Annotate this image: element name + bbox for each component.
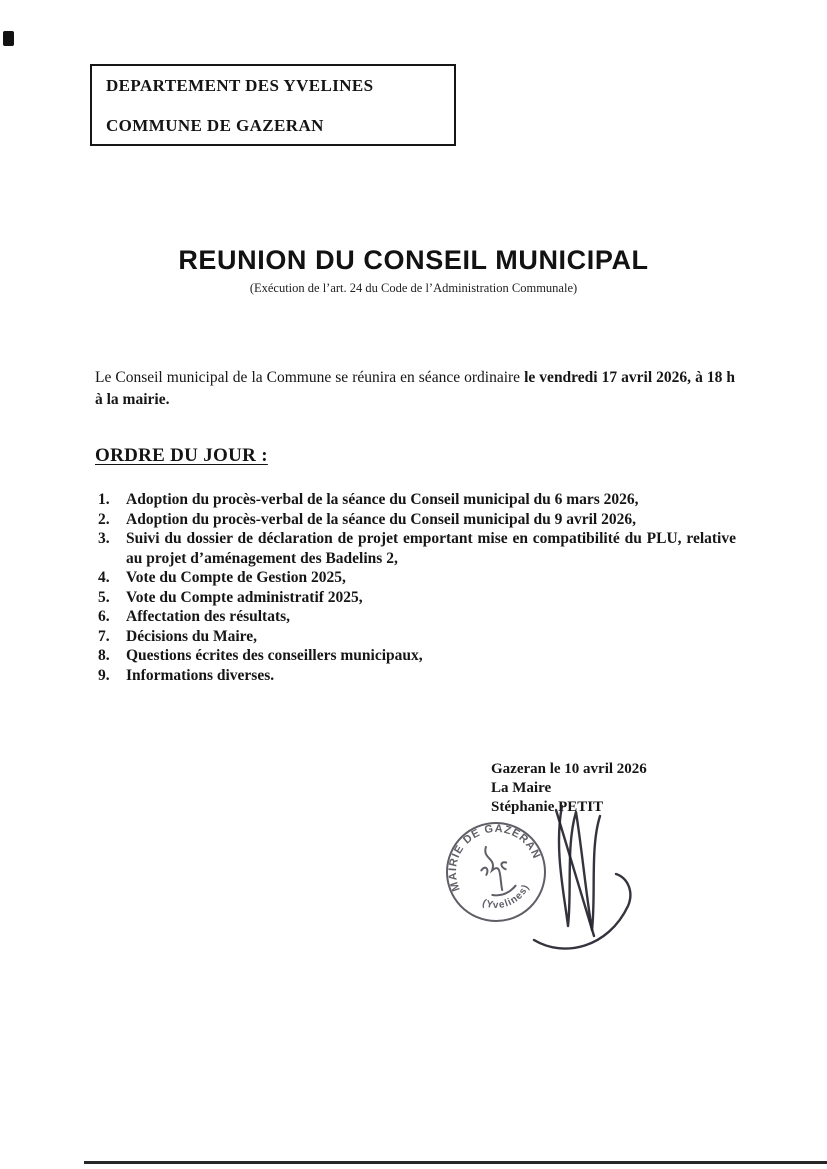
agenda-item bbox=[98, 529, 736, 568]
agenda-item-text: Questions écrites des conseillers municipaux, bbox=[126, 647, 423, 664]
agenda-item bbox=[98, 627, 736, 647]
scan-artifact-mark bbox=[3, 31, 14, 46]
stamp-top-text: MAIRIE DE GAZERAN bbox=[446, 822, 543, 893]
agenda-item-number: 9. bbox=[98, 666, 110, 684]
agenda-item bbox=[98, 568, 736, 588]
title-block bbox=[0, 245, 827, 296]
agenda-item-text: Adoption du procès-verbal de la séance du Conseil municipal du 9 avril 2026, bbox=[126, 510, 636, 528]
document-title: REUNION DU CONSEIL MUNICIPAL bbox=[178, 245, 649, 275]
agenda-item bbox=[98, 510, 736, 530]
agenda-item-text: Suivi du dossier de déclaration de projet emportant mise en compatibilité du PLU, relative au projet d’aménagement des Badelins 2, bbox=[126, 530, 736, 567]
stamp-emblem-icon bbox=[474, 842, 517, 899]
agenda-item-text: Vote du Compte de Gestion 2025, bbox=[126, 569, 346, 586]
handwritten-signature-icon bbox=[520, 798, 650, 958]
agenda-item-number: 4. bbox=[98, 569, 110, 586]
agenda-item-text: Informations diverses. bbox=[126, 666, 275, 684]
signature-name: Stéphanie PETIT bbox=[491, 799, 604, 815]
agenda-item-number: 5. bbox=[98, 588, 110, 606]
agenda-item bbox=[98, 490, 736, 510]
agenda-item-text: Affectation des résultats, bbox=[126, 608, 291, 625]
intro-paragraph bbox=[95, 367, 735, 411]
agenda-list bbox=[98, 490, 736, 685]
document-subtitle: (Exécution de l’art. 24 du Code de l’Administration Communale) bbox=[249, 281, 578, 295]
signature-place-date: Gazeran le 10 avril 2026 bbox=[491, 761, 647, 777]
commune-name: COMMUNE DE GAZERAN bbox=[106, 116, 324, 135]
agenda-item-text: Vote du Compte administratif 2025, bbox=[126, 588, 363, 606]
agenda-item-number: 2. bbox=[98, 510, 110, 528]
agenda-item-number: 6. bbox=[98, 608, 110, 625]
header-box bbox=[90, 64, 456, 146]
agenda-item-number: 7. bbox=[98, 627, 110, 645]
department-name: DEPARTEMENT DES YVELINES bbox=[106, 76, 374, 95]
agenda-item bbox=[98, 588, 736, 608]
agenda-item-text: Décisions du Maire, bbox=[126, 627, 258, 645]
intro-text: Le Conseil municipal de la Commune se réunira en séance ordinaire bbox=[95, 369, 525, 386]
intro-date-bold: le vendredi 17 avril 2026, à 18 h à la mairie. bbox=[95, 369, 735, 408]
agenda-item bbox=[98, 666, 736, 686]
agenda-item-number: 8. bbox=[98, 647, 110, 664]
signature-role: La Maire bbox=[491, 780, 552, 796]
agenda-heading: ORDRE DU JOUR : bbox=[95, 445, 268, 466]
agenda-item-text: Adoption du procès-verbal de la séance du Conseil municipal du 6 mars 2026, bbox=[126, 491, 639, 508]
agenda-item bbox=[98, 646, 736, 666]
scan-artifact-line bbox=[84, 1161, 827, 1164]
agenda-item bbox=[98, 607, 736, 627]
stamp-bottom-text: (Yvelines) bbox=[480, 882, 532, 912]
agenda-item-number: 1. bbox=[98, 491, 110, 508]
agenda-item-number: 3. bbox=[98, 530, 110, 547]
